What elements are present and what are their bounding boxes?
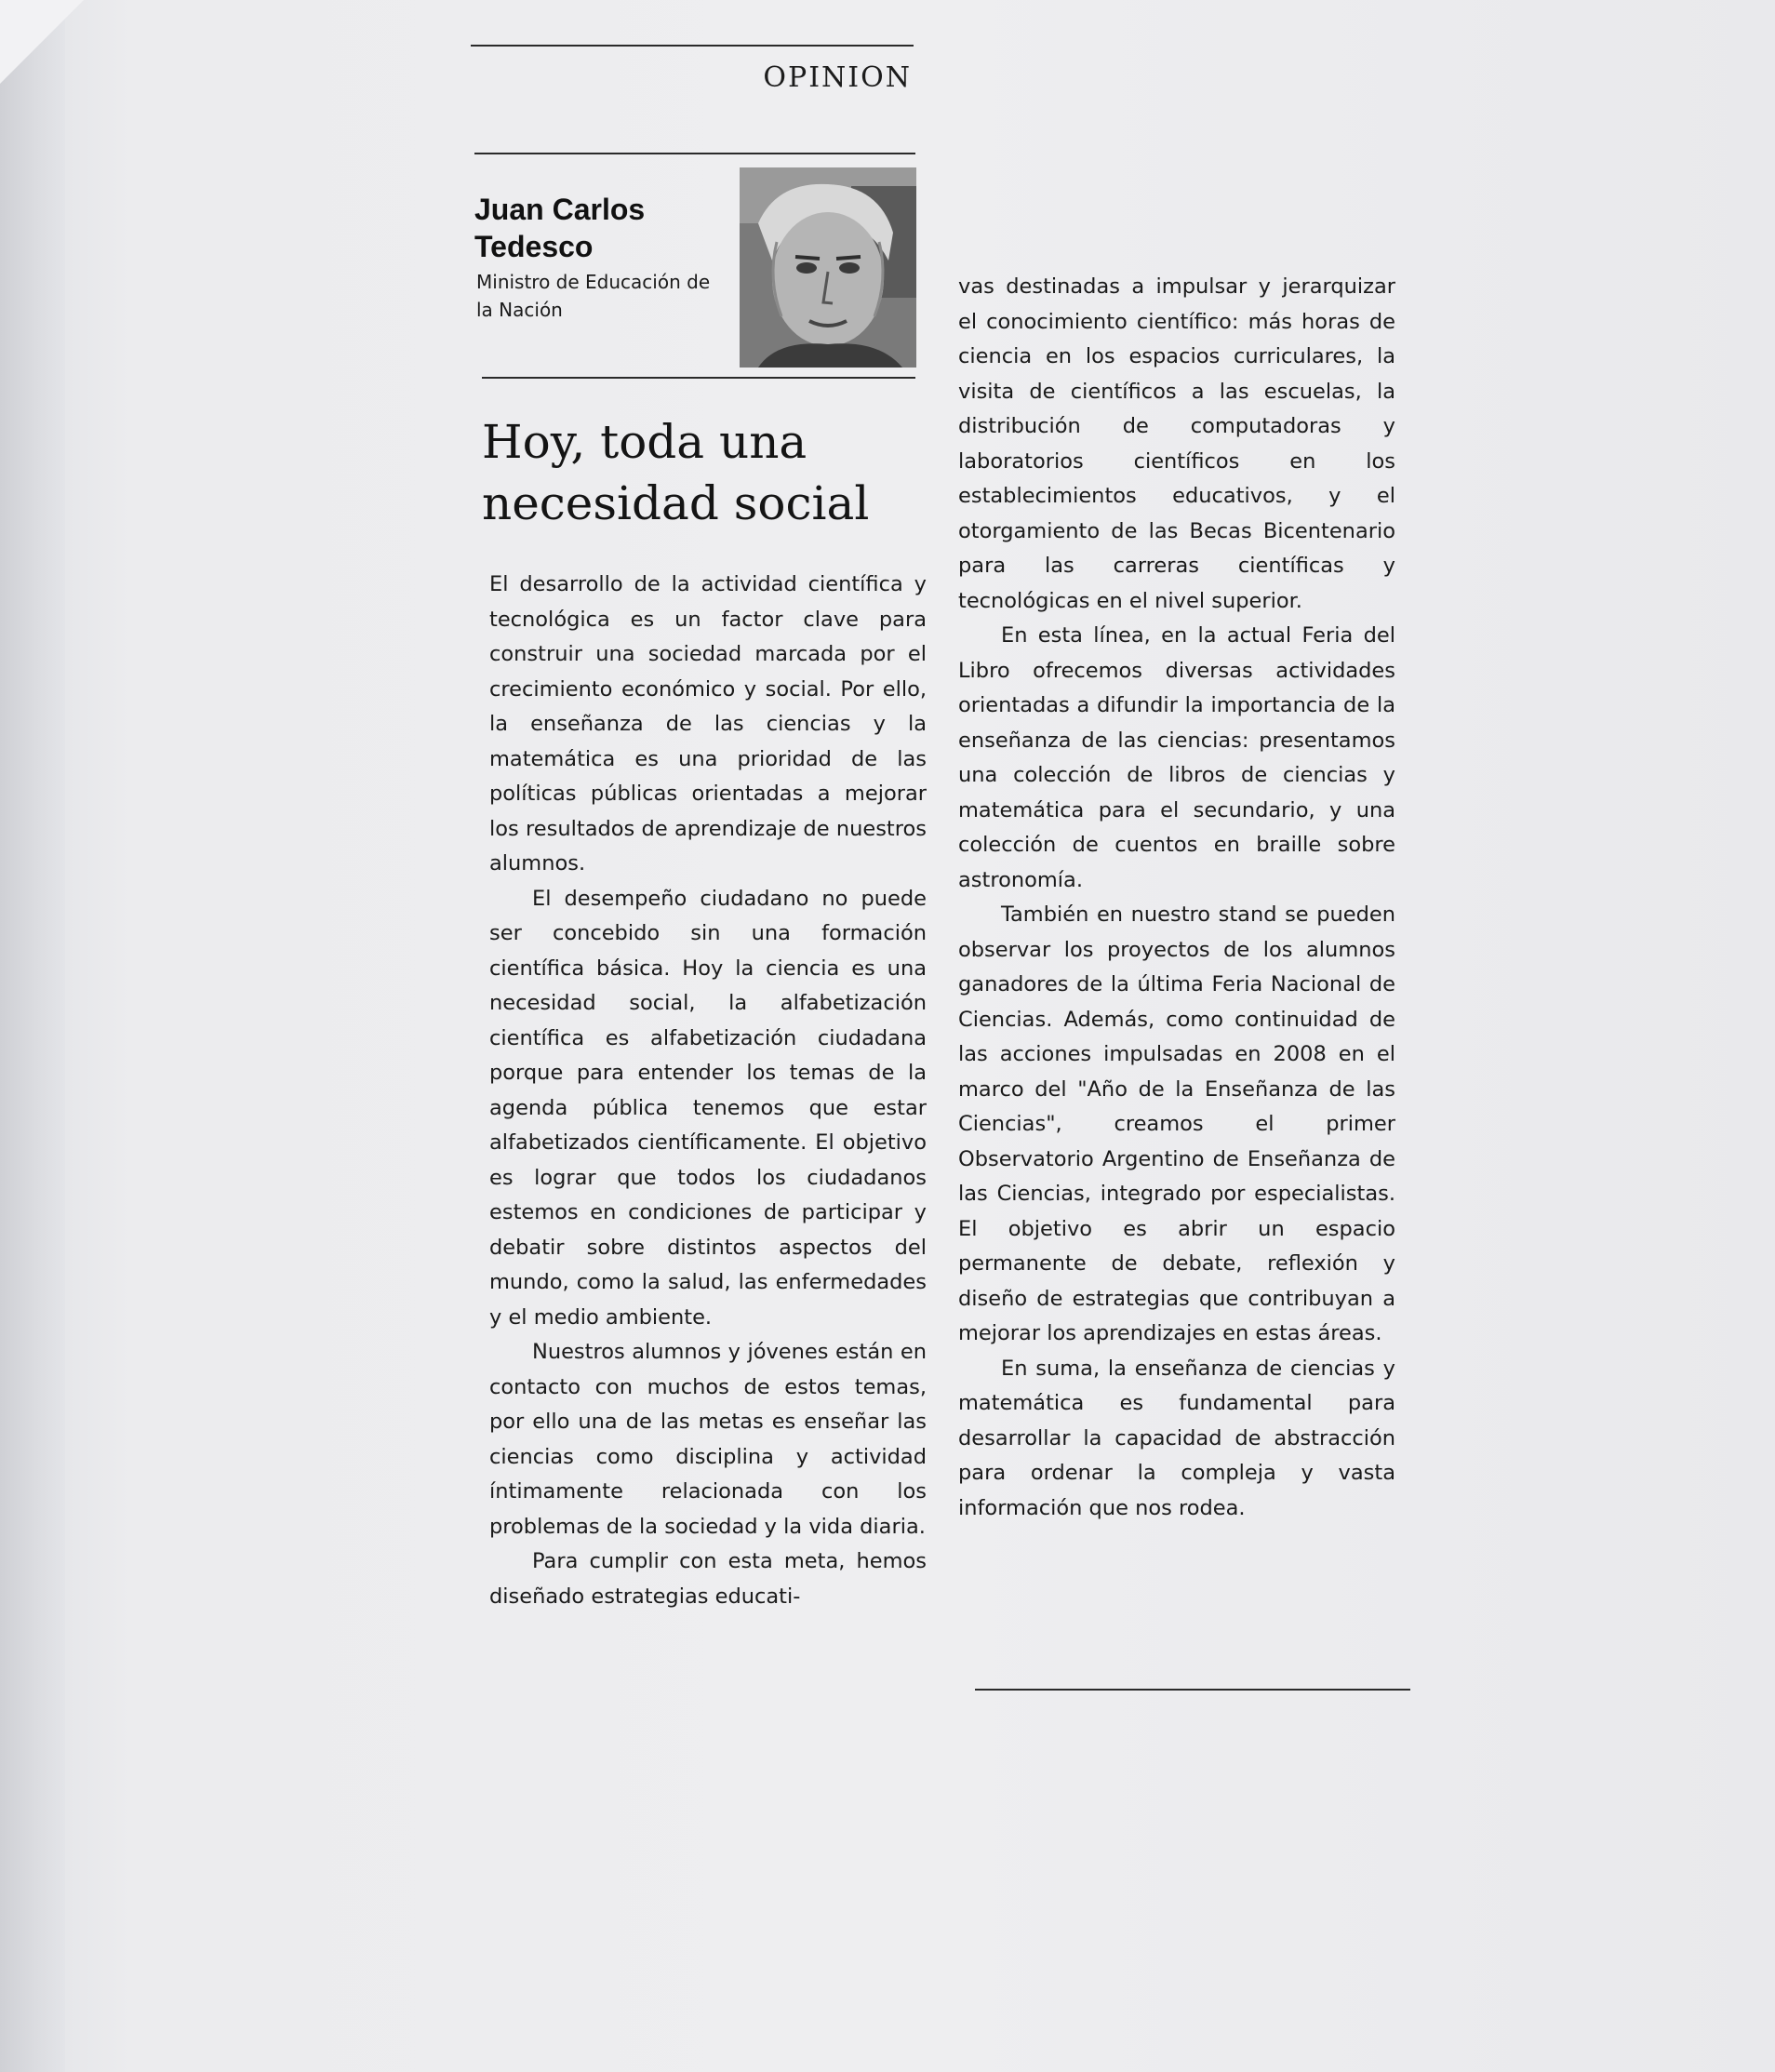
byline-rule (482, 377, 915, 379)
article-column-2 (958, 270, 1395, 1703)
paragraph: Nuestros alumnos y jóvenes están en contacto con muchos de estos temas, por ello una de las metas es enseñar las ciencias como disciplina y actividad íntimamente relacionada con los problemas de la sociedad y la vida diaria. (489, 1340, 927, 1539)
paragraph: El desempeño ciudadano no puede ser concebido sin una formación científica básica. Hoy la ciencia es una necesidad social, la alfabetización científica es alfabetización ciudadana porque para entender los temas de la agenda pública tenemos que estar alfabetizados científicamente. El objetivo es lograr que todos los ciudadanos estemos en condiciones de participar y debatir sobre distintos aspectos del mundo, como la salud, las enfermedades y el medio ambiente. (489, 886, 927, 1330)
author-name: Juan Carlos Tedesco (474, 193, 646, 263)
paragraph: En esta línea, en la actual Feria del Libro ofrecemos diversas actividades orientadas a difundir la importancia de la enseñanza de las ciencias: presentamos una colección de libros de ciencias y matemática para el secundario, y una colección de cuentos en braille sobre astronomía. (958, 623, 1395, 892)
section-label: OPINION (763, 61, 912, 94)
end-rule (975, 1689, 1410, 1691)
paragraph: vas destinadas a impulsar y jerarquizar el conocimiento científico: más horas de ciencia en los espacios curriculares, la visita de científicos a las escuelas, la distribución de computadoras y laboratorios científicos en los establecimientos educativos, y el otorgamiento de las Becas Bicentenario para las carreras científicas y tecnológicas en el nivel superior. (958, 274, 1395, 613)
top-rule (471, 45, 914, 47)
paragraph: En suma, la enseñanza de ciencias y matemática es fundamental para desarrollar la capacidad de abstracción para ordenar la compleja y vasta información que nos rodea. (958, 1356, 1395, 1520)
underlying-sheet (0, 0, 65, 2072)
author-portrait-icon (740, 167, 916, 368)
paragraph: Para cumplir con esta meta, hemos diseñado estrategias educati- (489, 1549, 927, 1609)
paragraph: El desarrollo de la actividad científica y tecnológica es un factor clave para construir una sociedad marcada por el crecimiento económico y social. Por ello, la enseñanza de las ciencias y la matemática es una prioridad de las políticas públicas orientadas a mejorar los resultados de aprendizaje de nuestros alumnos. (489, 572, 927, 876)
section-rule (474, 153, 915, 154)
author-role: Ministro de Educación de la Nación (476, 271, 711, 321)
paragraph: También en nuestro stand se pueden observar los proyectos de los alumnos ganadores de la última Feria Nacional de Ciencias. Además, como continuidad de las acciones impulsadas en 2008 en el marco del "Año de la Enseñanza de las Ciencias", creamos el primer Observatorio Argentino de Enseñanza de las Ciencias, integrado por especialistas. El objetivo es abrir un espacio permanente de debate, reflexión y diseño de estrategias que contribuyan a mejorar los aprendizajes en estas áreas. (958, 902, 1395, 1345)
headline: Hoy, toda una necesidad social (482, 415, 870, 530)
newspaper-clipping (465, 37, 1433, 1703)
article-column-1 (489, 568, 927, 1712)
